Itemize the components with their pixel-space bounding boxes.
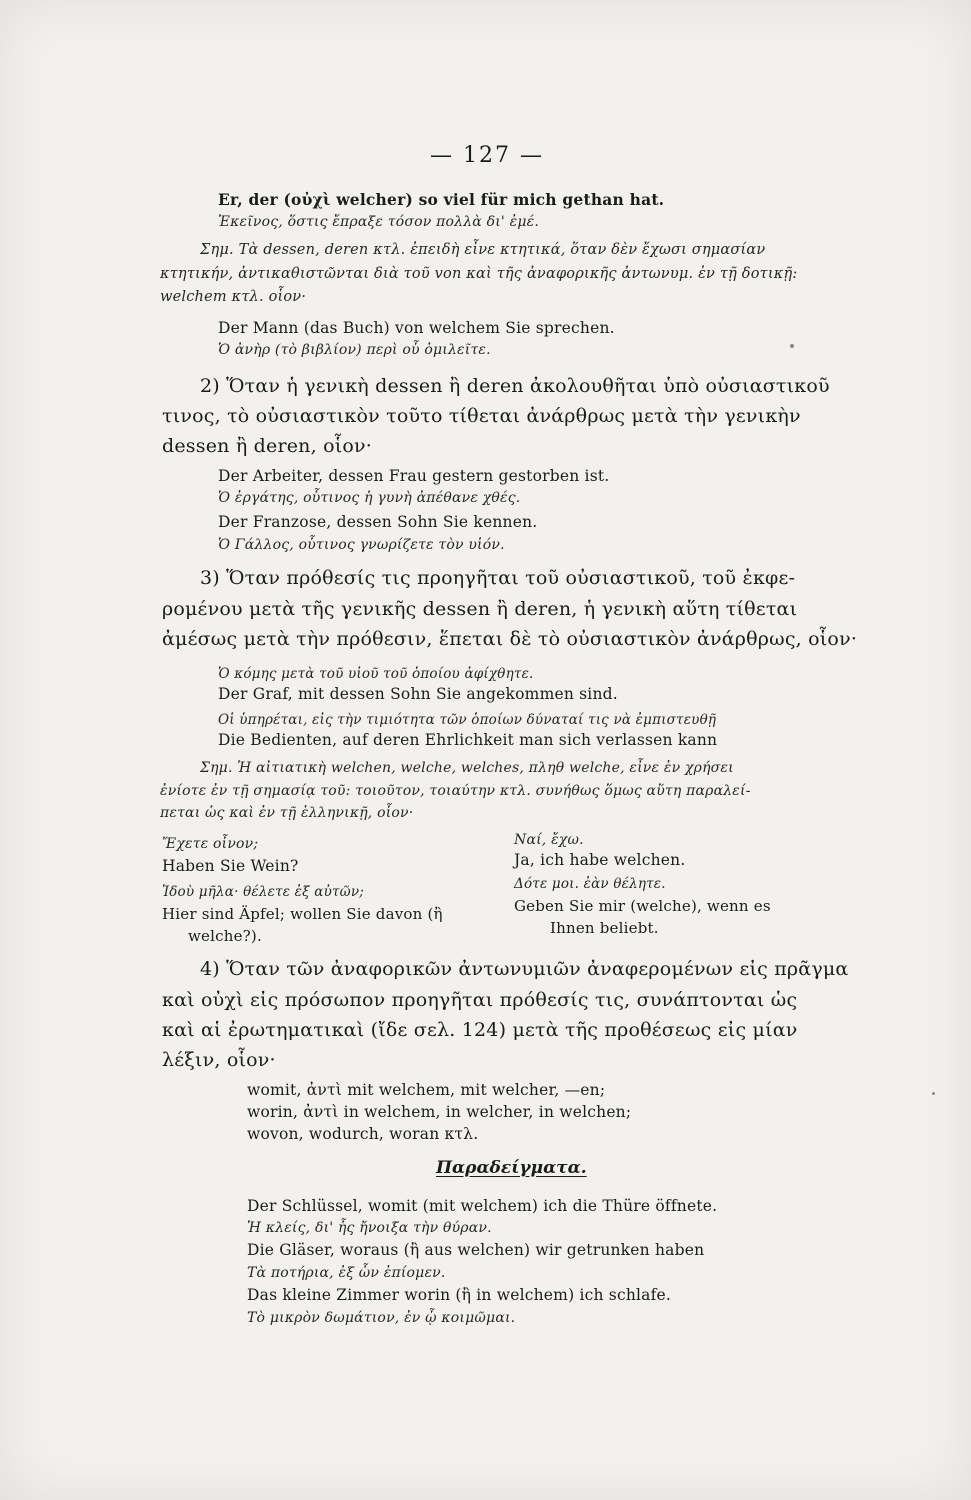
text-line: Der Graf, mit dessen Sohn Sie angekommen sind. <box>218 685 618 703</box>
note-line: ἐνίοτε ἐν τῇ σημασίᾳ τοῦ: τοιοῦτον, τοιαύτην κτλ. συνήθως ὅμως αὕτη παραλεί- <box>160 783 751 799</box>
text-line: Ὁ ἐργάτης, οὗτινος ἡ γυνὴ ἀπέθανε χθές. <box>218 490 521 506</box>
text-line: Ἡ κλείς, δι' ἧς ἤνοιξα τὴν θύραν. <box>247 1220 492 1236</box>
text-line: Das kleine Zimmer worin (ἢ in welchem) ich schlafe. <box>247 1286 672 1304</box>
left-column-line: Hier sind Äpfel; wollen Sie davon (ἢ <box>162 905 443 923</box>
left-column-line: Ἔχετε οἶνον; <box>162 836 259 852</box>
paragraph-line: ρομένου μετὰ τῆς γενικῆς dessen ἢ deren, ἡ γενικὴ αὕτη τίθεται <box>162 598 798 620</box>
text-line: Er, der (οὐχὶ welcher) so viel für mich gethan hat. <box>218 190 665 209</box>
paragraph-line: τινος, τὸ οὐσιαστικὸν τοῦτο τίθεται ἀνάρθρως μετὰ τὴν γενικὴν <box>162 405 801 427</box>
text-line: Der Franzose, dessen Sohn Sie kennen. <box>218 513 538 531</box>
text-line: Τὸ μικρὸν δωμάτιον, ἐν ᾧ κοιμῶμαι. <box>247 1310 516 1326</box>
left-column-line: Ἰδοὺ μῆλα· θέλετε ἐξ αὐτῶν; <box>162 884 365 900</box>
text-line: Die Gläser, woraus (ἢ aus welchen) wir getrunken haben <box>247 1241 705 1259</box>
page-number: — 127 — <box>430 143 544 168</box>
text-line: Der Schlüssel, womit (mit welchem) ich die Thüre öffnete. <box>247 1197 718 1215</box>
examples-heading: Παραδείγματα. <box>436 1158 587 1178</box>
note-line: Σημ. Ἡ αἰτιατικὴ welchen, welche, welches, πληθ welche, εἶνε ἐν χρήσει <box>200 760 734 776</box>
note-line: πεται ὡς καὶ ἐν τῇ ἑλληνικῇ, οἷον· <box>160 805 414 821</box>
text-line: Der Mann (das Buch) von welchem Sie sprechen. <box>218 319 615 337</box>
text-line: Der Arbeiter, dessen Frau gestern gestorben ist. <box>218 467 610 485</box>
note-line: Σημ. Τὰ dessen, deren κτλ. ἐπειδὴ εἶνε κτητικά, ὅταν δὲν ἔχωσι σημασίαν <box>200 242 766 258</box>
text-line: Τὰ ποτήρια, ἐξ ὧν ἐπίομεν. <box>247 1265 446 1281</box>
text-line: Ἐκεῖνος, ὅστις ἔπραξε τόσον πολλὰ δι' ἐμέ. <box>218 214 539 230</box>
note-line: κτητικήν, ἀντικαθιστῶνται διὰ τοῦ von καὶ τῆς ἀναφορικῆς ἀντωνυμ. ἐν τῇ δοτικῇ: <box>160 266 798 282</box>
paper-speck <box>932 1092 935 1095</box>
right-column-line: Ihnen beliebt. <box>550 919 659 937</box>
right-column-line: Δότε μοι. ἐὰν θέλητε. <box>514 876 666 892</box>
right-column-line: Geben Sie mir (welche), wenn es <box>514 897 771 915</box>
paragraph-line: dessen ἢ deren, οἷον· <box>162 435 373 457</box>
left-column-line: Haben Sie Wein? <box>162 857 299 875</box>
text-line: Οἱ ὑπηρέται, εἰς τὴν τιμιότητα τῶν ὁποίων δύναταί τις νὰ ἐμπιστευθῇ <box>218 712 717 728</box>
left-column-line: welche?). <box>188 927 262 945</box>
text-line: womit, ἀντὶ mit welchem, mit welcher, —en; <box>247 1081 606 1099</box>
text-line: Die Bedienten, auf deren Ehrlichkeit man sich verlassen kann <box>218 731 718 749</box>
paper-speck <box>790 344 794 348</box>
paragraph-line: 2) Ὅταν ἡ γενικὴ dessen ἢ deren ἀκολουθῆται ὑπὸ οὐσιαστικοῦ <box>200 375 830 397</box>
text-line: Ὁ ἀνὴρ (τὸ βιβλίον) περὶ οὗ ὁμιλεῖτε. <box>218 342 491 358</box>
text-line: Ὁ κόμης μετὰ τοῦ υἱοῦ τοῦ ὁποίου ἀφίχθητε. <box>218 666 534 682</box>
right-column-line: Ja, ich habe welchen. <box>514 851 686 869</box>
paragraph-line: 4) Ὅταν τῶν ἀναφορικῶν ἀντωνυμιῶν ἀναφερομένων εἰς πρᾶγμα <box>200 958 849 980</box>
note-line: welchem κτλ. οἷον· <box>160 289 307 305</box>
text-line: Ὁ Γάλλος, οὗτινος γνωρίζετε τὸν υἱόν. <box>218 537 505 553</box>
paragraph-line: λέξιν, οἷον· <box>162 1049 276 1071</box>
paragraph-line: καὶ αἱ ἐρωτηματικαὶ (ἴδε σελ. 124) μετὰ τῆς προθέσεως εἰς μίαν <box>162 1019 798 1041</box>
paragraph-line: 3) Ὅταν πρόθεσίς τις προηγῆται τοῦ οὐσιαστικοῦ, τοῦ ἐκφε- <box>200 567 796 589</box>
text-line: worin, ἀντὶ in welchem, in welcher, in welchen; <box>247 1103 632 1121</box>
right-column-line: Ναί, ἔχω. <box>514 832 584 848</box>
paragraph-line: καὶ οὐχὶ εἰς πρόσωπον προηγῆται πρόθεσίς τις, συνάπτονται ὡς <box>162 989 798 1011</box>
paragraph-line: ἀμέσως μετὰ τὴν πρόθεσιν, ἕπεται δὲ τὸ οὐσιαστικὸν ἀνάρθρως, οἷον· <box>162 628 858 650</box>
text-line: wovon, wodurch, woran κτλ. <box>247 1125 479 1143</box>
